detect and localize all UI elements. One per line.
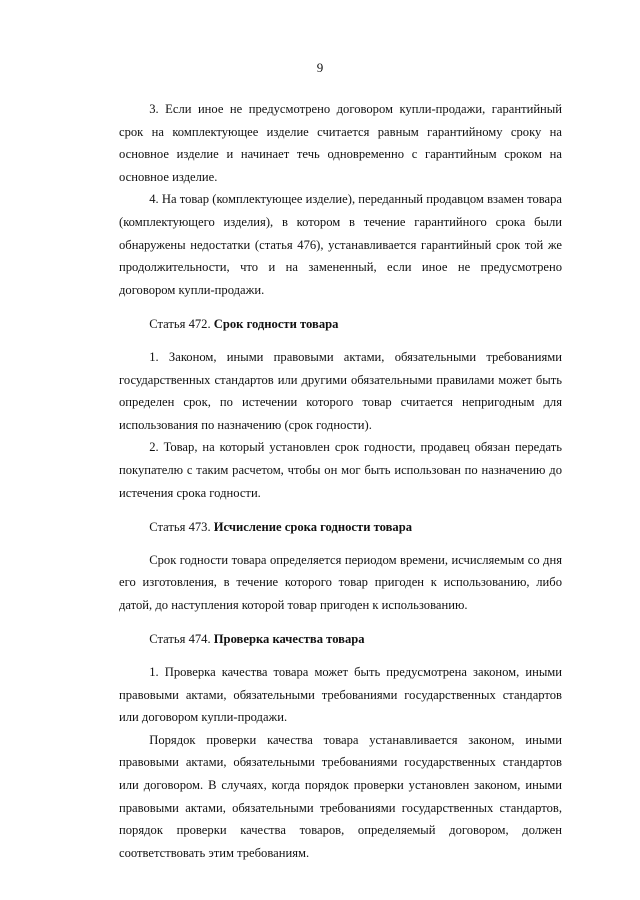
article-473-heading	[119, 516, 562, 539]
paragraph-4-warranty-replacement: 4. На товар (комплектующее изделие), переданный продавцом взамен товара (комплектующего изделия), в котором в течение гарантийного срока были обнаружены недостатки (статья 476), устанавливается гарантийный срок той же продолжительности, что и на замененный, если иное не предусмотрено договором купли-продажи.	[119, 192, 562, 297]
article-474-heading	[119, 628, 562, 651]
paragraph-3-warranty-components: 3. Если иное не предусмотрено договором купли-продажи, гарантийный срок на комплектующее изделие считается равным гарантийному сроку на основное изделие и начинает течь одновременно с гарантийным сроком на основное изделие.	[119, 102, 562, 184]
document-body	[119, 98, 562, 864]
page-number: 9	[316, 60, 324, 75]
article-472-title: Срок годности товара	[213, 317, 339, 332]
article-473-title: Исчисление срока годности товара	[213, 520, 412, 535]
article-474-label: Статья 474.	[149, 632, 214, 647]
article-474-paragraph-2: Порядок проверки качества товара устанавливается законом, иными правовыми актами, обязательными требованиями государственных стандартов или договором. В случаях, когда порядок проверки установлен законом, иными правовыми актами, обязательными требованиями государственных стандартов, порядок проверки качества товаров, определяемый договором, должен соответствовать этим требованиям.	[119, 732, 562, 860]
article-472-label: Статья 472.	[149, 317, 214, 332]
article-472-paragraph-2: 2. Товар, на который установлен срок годности, продавец обязан передать покупателю с таким расчетом, чтобы он мог быть использован по назначению до истечения срока годности.	[119, 440, 562, 500]
article-472-heading	[119, 313, 562, 336]
article-473-label: Статья 473.	[149, 520, 214, 535]
article-474-paragraph-1: 1. Проверка качества товара может быть предусмотрена законом, иными правовыми актами, обязательными требованиями государственных стандартов или договором купли-продажи.	[119, 665, 562, 725]
article-473-paragraph: Срок годности товара определяется периодом времени, исчисляемым со дня его изготовления, в течение которого товар пригоден к использованию, либо датой, до наступления которой товар пригоден к использованию.	[119, 552, 562, 612]
article-474-title: Проверка качества товара	[213, 632, 365, 647]
article-472-paragraph-1: 1. Законом, иными правовыми актами, обязательными требованиями государственных стандартов или другими обязательными правилами может быть определен срок, по истечении которого товар считается непригодным для использования по назначению (срок годности).	[119, 349, 562, 432]
